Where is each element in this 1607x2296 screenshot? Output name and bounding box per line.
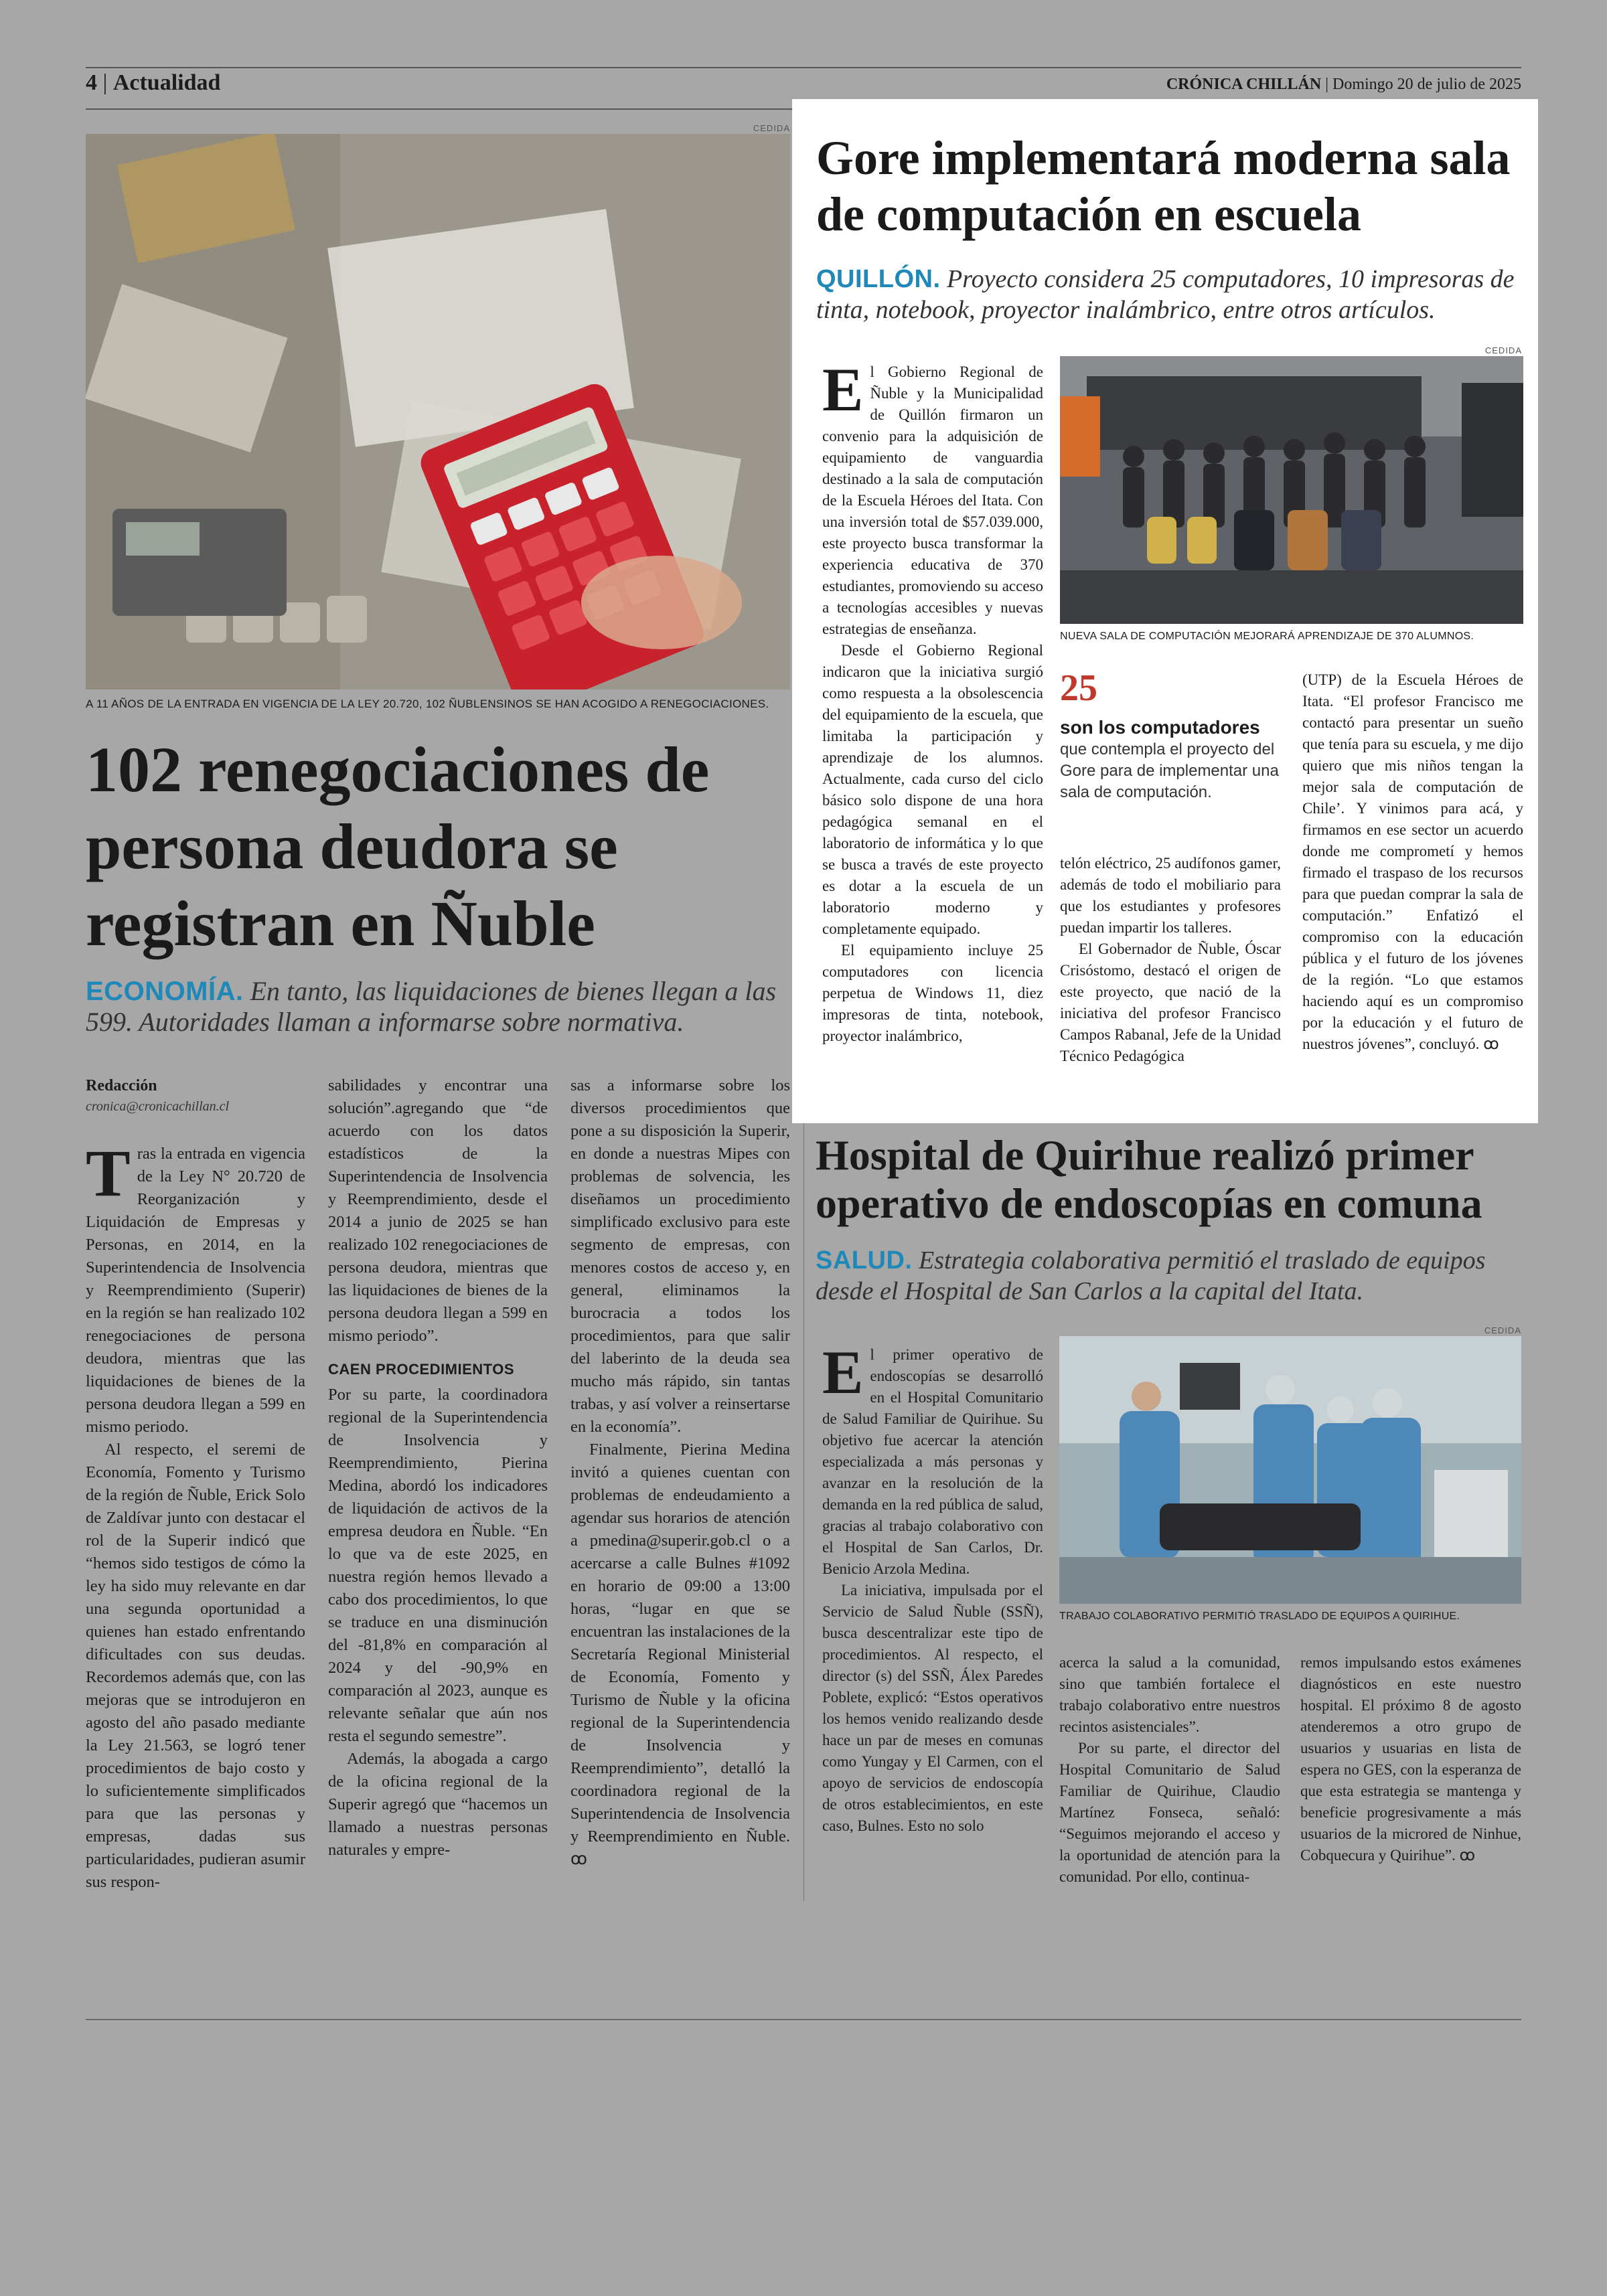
article2-col2-p1: telón eléctrico, 25 audífonos gamer, además de todo el mobiliario para que los estudiantes y profesores puedan impartir los talleres.	[1060, 855, 1281, 936]
section-name: Actualidad	[112, 70, 221, 95]
article3-col1-p2: La iniciativa, impulsada por el Servicio de Salud Ñuble (SSÑ), busca descentralizar este tipo de procedimientos. Al respecto, el director (s) del SSÑ, Álex Paredes Poblete, explicó: “Estos operativos los hemos venido realizando desde hace un par de meses en comunas como Yungay y El Carmen, con el apoyo de servicios de endoscopía de otros establecimientos, en este caso, Bulnes. Esto no solo	[822, 1582, 1043, 1834]
article3-col2-p2: Por su parte, el director del Hospital Comunitario de Salud Familiar de Quirihue, Claudio Martínez Fonseca, señaló: “Seguimos mejorando el acceso y la oportunidad de atención para la comunidad. Por ello, continua-	[1059, 1740, 1280, 1885]
article2-col1-p2: Desde el Gobierno Regional indicaron que la iniciativa surgió como respuesta a la obsolescencia del equipamiento de la escuela, que limitaba la participación y aprendizaje de los alumnos. Actualmente, cada curso del ciclo básico solo dispone de una hora pedagógica semanal en el laboratorio de informática y lo que se busca a través de este proyecto es dotar a la escuela de un laboratorio moderno y completamente equipado.	[822, 642, 1043, 937]
article2-lede-text: Proyecto considera 25 computadores, 10 impresoras de tinta, notebook, proyector inalámbrico, entre otros artículos.	[816, 265, 1515, 324]
article2-photo-credit: CEDIDA	[1484, 345, 1522, 355]
article1-col3-p1: sas a informarse sobre los diversos procedimientos que pone a su disposición la Superir, en donde a nuestras Mipes con problemas de solvencia, les diseñamos un procedimiento simplificado exclusivo para este segmento de empresas, con menores costos de acceso y, en general, eliminamos la burocracia a todos los procedimientos, para que salir del laberinto de la deuda sea mucho más rápido, sin tantas trabas, y así volver a reinsertarse en la economía”.	[570, 1076, 790, 1436]
article2-stat-title: son los computadores	[1060, 717, 1260, 738]
page-folio: CRÓNICA CHILLÁN | Domingo 20 de julio de 2025	[1166, 76, 1521, 93]
top-rule	[86, 67, 1521, 68]
article3-photo-endoscopy	[1059, 1336, 1521, 1604]
article2-panel	[792, 99, 1538, 1123]
article2-col1	[822, 355, 1043, 1047]
article3-headline: Hospital de Quirihue realizó primer operativo de endoscopías en comuna	[816, 1131, 1482, 1227]
article2-end-mark: ꝏ	[1483, 1036, 1499, 1052]
article1-col3	[570, 1074, 790, 1871]
article2-col1-p1: El Gobierno Regional de Ñuble y la Municipalidad de Quillón firmaron un convenio para la adquisición de equipamiento de vanguardia destinado a la sala de computación de la Escuela Héroes del Itata. Con una inversión total de $57.039.000, este proyecto busca transformar la experiencia educativa de 370 estudiantes, promoviendo su acceso a tecnologías accesibles y nuevas estrategias de enseñanza.	[822, 355, 1043, 637]
article1-lede	[86, 976, 790, 1038]
article2-kicker: QUILLÓN.	[816, 265, 941, 293]
article1-col2	[328, 1074, 548, 1862]
article1-byline: Redacción	[86, 1077, 157, 1094]
article1-lede-text: En tanto, las liquidaciones de bienes llegan a las 599. Autoridades llaman a informarse sobre normativa.	[86, 976, 777, 1037]
group-photo-illustration	[1060, 356, 1523, 624]
article1-photo-caption: A 11 AÑOS DE LA ENTRADA EN VIGENCIA DE LA LEY 20.720, 102 ÑUBLENSINOS SE HAN ACOGIDO A RENEGOCIACIONES.	[86, 698, 769, 710]
article2-lede	[816, 264, 1526, 325]
article2-stat-box	[1060, 669, 1281, 803]
article2-col1-p3: El equipamiento incluye 25 computadores con licencia perpetua de Windows 11, diez impresoras de tinta, notebook, proyector inalámbrico,	[822, 942, 1043, 1044]
article2-stat-number: 25	[1060, 667, 1097, 709]
article3-photo-credit: CEDIDA	[1484, 1325, 1521, 1335]
article1-dropcap: T	[86, 1136, 131, 1210]
article1-photo-calculator	[86, 134, 790, 689]
page-number: 4	[86, 70, 97, 95]
article3-col3	[1300, 1652, 1521, 1866]
article1-col1-p1: Tras la entrada en vigencia de la Ley N° 20.720 de Reorganización y Liquidación de Empresas y Personas, en 2014, en la Superintendencia de Insolvencia y Reemprendimiento (Superir) en la región se han realizado 102 renegociaciones de persona deudora, mientras que las liquidaciones de bienes de la persona deudora llegan a 599 en mismo periodo.	[86, 1136, 305, 1436]
article1-email: cronica@cronicachillan.cl	[86, 1099, 230, 1114]
publication-date: Domingo 20 de julio de 2025	[1332, 76, 1521, 93]
section-divider: |	[102, 70, 113, 95]
article1-col1-p2: Al respecto, el seremi de Economía, Fomento y Turismo de la región de Ñuble, Erick Solo de Zaldívar junto con destacar el rol de la Superir indicó que “hemos sido testigos de cómo la ley ha sido muy relevante en dar una segunda oportunidad a quienes han estado enfrentando dificultades con sus deudas. Recordemos además que, con las mejoras que se introdujeron en agosto del año pasado mediante la Ley 21.563, se logró tener procedimientos de bajo costo y lo suficientemente simplificados para que las personas y empresas, dadas sus particularidades, pudieran asumir sus respon-	[86, 1441, 305, 1891]
article3-lede	[816, 1245, 1525, 1307]
article2-col2-p2: El Gobernador de Ñuble, Óscar Crisóstomo, destacó el origen de este proyecto, que nació de la iniciativa del profesor Francisco Campos Rabanal, Jefe de la Unidad Técnico Pedagógica	[1060, 940, 1281, 1064]
bottom-rule	[86, 2019, 1521, 2020]
article1-kicker: ECONOMÍA.	[86, 977, 244, 1006]
article1-col2-p2: Por su parte, la coordinadora regional de la Superintendencia de Insolvencia y Reemprendimiento, Pierina Medina, abordó los indicadores de liquidación de activos de la empresa deudora en Ñuble. “En lo que va de este 2025, en nuestra región hemos llevado a cabo dos procedimientos, lo que se traduce en una disminución del -81,8% en comparación al 2024 y del -90,9% en comparación al 2023, aunque es relevante señalar que aún nos resta el segundo semestre”.	[328, 1386, 548, 1745]
article1-subhead: CAEN PROCEDIMIENTOS	[328, 1361, 515, 1378]
article3-col3-p1: remos impulsando estos exámenes diagnósticos en este nuestro hospital. El próximo 8 de agosto atenderemos a otro grupo de usuarios y usuarias en lista de espera no GES, con la esperanza de que esta estrategia se mantenga y beneficie progresivamente a más usuarios de la microred de Ninhue, Cobquecura y Quirihue”. ꝏ	[1300, 1654, 1521, 1864]
article2-headline: Gore implementará moderna sala de computación en escuela	[816, 131, 1511, 241]
article1-photo-credit: CEDIDA	[753, 123, 790, 133]
publication-name: CRÓNICA CHILLÁN	[1166, 76, 1322, 93]
page-section-header	[86, 68, 220, 98]
article3-kicker: SALUD.	[816, 1246, 913, 1275]
article3-col2	[1059, 1652, 1280, 1888]
article1-headline: 102 renegociaciones de persona deudora se registran en Ñuble	[86, 734, 710, 959]
article2-col3	[1302, 669, 1523, 1055]
article3-lede-text: Estrategia colaborativa permitió el traslado de equipos desde el Hospital de San Carlos a la capital del Itata.	[816, 1246, 1486, 1305]
article2-stat-desc: que contempla el proyecto del Gore para de implementar una sala de computación.	[1060, 740, 1279, 801]
article3-col2-p1: acerca la salud a la comunidad, sino que también fortalece el trabajo colaborativo entre nuestros recintos asistenciales”.	[1059, 1654, 1280, 1735]
article3-dropcap: E	[822, 1338, 864, 1406]
article3-end-mark: ꝏ	[1459, 1847, 1476, 1864]
article3-col1	[822, 1338, 1043, 1837]
article2-col3-p1: (UTP) de la Escuela Héroes de Itata. “El profesor Francisco me contactó para presentar un sueño que tenía para su escuela, y me dijo quiero que mis niños tengan la mejor sala de computación de Chile’. Y vinimos para acá, y firmamos en ese sector un acuerdo donde me comprometí y hemos firmado el traspaso de los recursos para que puedan comprar la sala de computación.” Enfatizó el compromiso con la educación pública y el futuro de los jóvenes de la región. “Lo que estamos haciendo aquí es un compromiso por la educación y el futuro de nuestros jóvenes”, concluyó. ꝏ	[1302, 671, 1523, 1052]
article2-dropcap: E	[822, 355, 864, 424]
calculator-illustration	[86, 134, 790, 689]
article2-photo-classroom	[1060, 356, 1523, 624]
medical-team-illustration	[1059, 1336, 1521, 1604]
article1-col2-p1: sabilidades y encontrar una solución”.agregando que “de acuerdo con los datos estadísticos de la Superintendencia de Insolvencia y Reemprendimiento, desde el 2014 a junio de 2025 se han realizado 102 renegociaciones de persona deudora, mientras que las liquidaciones de bienes de la persona deudora llegan a 599 en mismo periodo”.	[328, 1076, 548, 1345]
article3-photo-caption: TRABAJO COLABORATIVO PERMITIÓ TRASLADO DE EQUIPOS A QUIRIHUE.	[1059, 1611, 1460, 1622]
article2-col2	[1060, 853, 1281, 1067]
article2-photo-caption: NUEVA SALA DE COMPUTACIÓN MEJORARÁ APRENDIZAJE DE 370 ALUMNOS.	[1060, 631, 1474, 642]
article1-end-mark: ꝏ	[570, 1850, 587, 1868]
article1-col1	[86, 1074, 305, 1894]
article3-col1-p1: El primer operativo de endoscopías se desarrolló en el Hospital Comunitario de Salud Familiar de Quirihue. Su objetivo fue acercar la atención especializada a más personas y avanzar en la resolución de la demanda en la red pública de salud, gracias al trabajo colaborativo con el Hospital de San Carlos, Dr. Benicio Arzola Medina.	[822, 1338, 1043, 1577]
article1-col2-p3: Además, la abogada a cargo de la oficina regional de la Superir agregó que “hacemos un llamado a nuestras personas naturales y empre-	[328, 1750, 548, 1859]
article1-col3-p2: Finalmente, Pierina Medina invitó a quienes cuentan con problemas de endeudamiento a agendar sus horarios de atención a pmedina@superir.gob.cl o a acercarse a calle Bulnes #1092 en horario de 09:00 a 13:00 horas, “lugar en que se encuentran las instalaciones de la Secretaría Regional Ministerial de Economía, Fomento y Turismo de Ñuble y la oficina regional de la Superintendencia de Insolvencia y Reemprendimiento”, detalló la coordinadora regional de la Superintendencia de Insolvencia y Reemprendimiento en Ñuble. ꝏ	[570, 1441, 790, 1868]
